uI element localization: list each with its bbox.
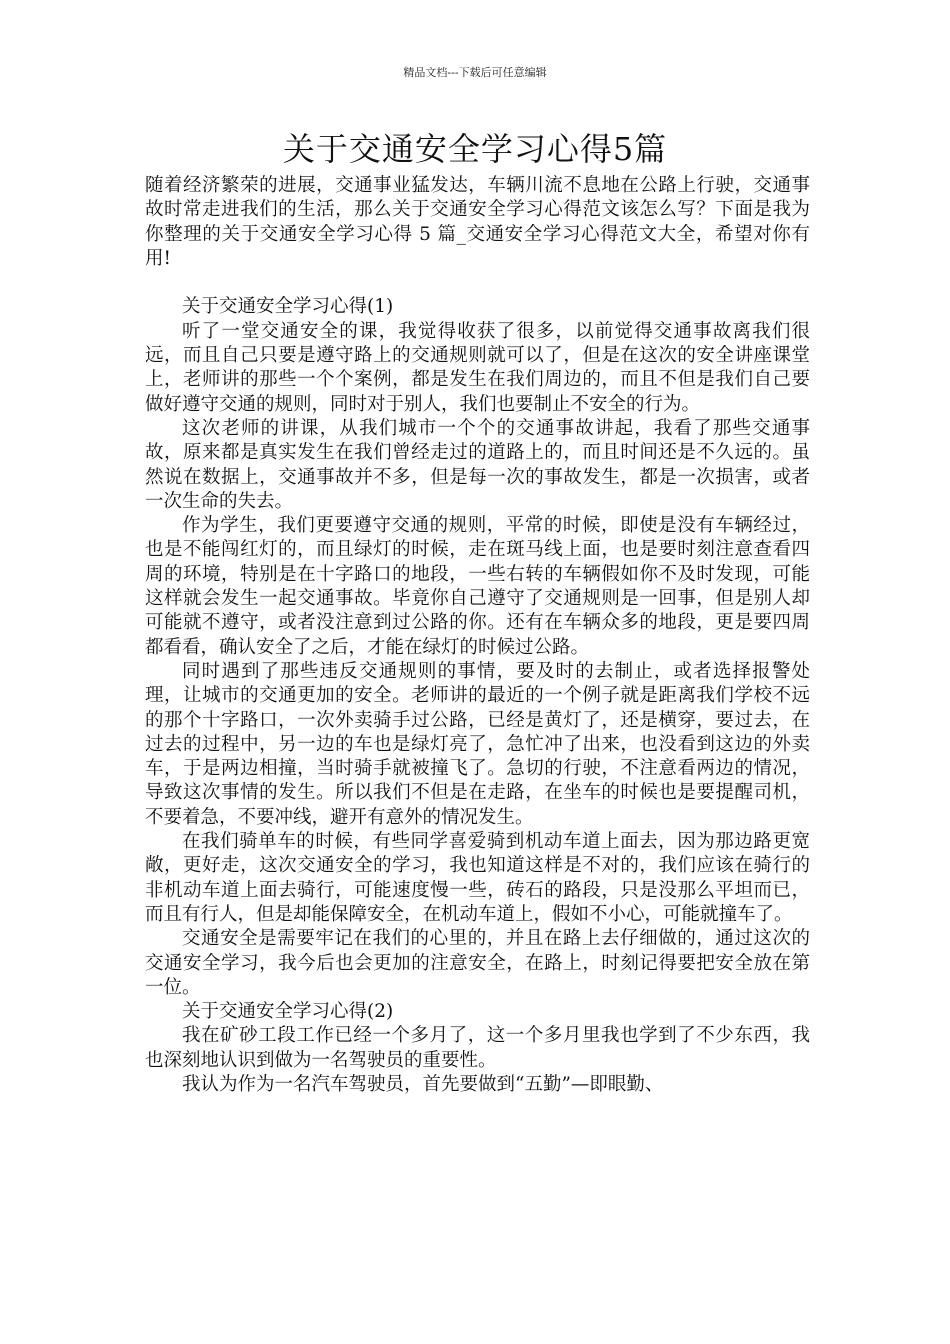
section1-paragraph: 听了一堂交通安全的课，我觉得收获了很多，以前觉得交通事故离我们很远，而且自己只要是遵守路上的交通规则就可以了，但是在这次的安全讲座课堂上，老师讲的那些一个个案例，都是发生在我们周边的，而且不但是我们自己要做好遵守交通的规则，同时对于别人，我们也要制止不安全的行为。	[145, 320, 810, 415]
section-heading-2: 关于交通安全学习心得(2)	[182, 1001, 394, 1023]
paragraph-gap	[145, 271, 810, 295]
section1-paragraph: 作为学生，我们更要遵守交通的规则，平常的时候，即使是没有车辆经过，也是不能闯红灯的，而且绿灯的时候，走在斑马线上面，也是要时刻注意查看四周的环境，特别是在十字路口的地段，一些右转的车辆假如你不及时发现，可能这样就会发生一起交通事故。毕竟你自己遵守了交通规则是一回事，但是别人却可能就不遵守，或者没注意到过公路的你。还有在车辆众多的地段，更是要四周都看看，确认安全了之后，才能在绿灯的时候过公路。	[145, 515, 810, 658]
section2-paragraph: 我认为作为一名汽车驾驶员，首先要做到“五勤”—即眼勤、	[182, 1073, 664, 1095]
section1-paragraph: 同时遇到了那些违反交通规则的事情，要及时的去制止，或者选择报警处理，让城市的交通更加的安全。老师讲的最近的一个例子就是距离我们学校不远的那个十字路口，一次外卖骑手过公路，已经是黄灯了，还是横穿，要过去，在过去的过程中，另一边的车也是绿灯亮了，急忙冲了出来，也没看到这边的外卖车，于是两边相撞，当时骑手就被撞飞了。急切的行驶，不注意看两边的情况，导致这次事情的发生。所以我们不但是在走路，在坐车的时候也是要提醒司机，不要着急，不要冲线，避开有意外的情况发生。	[145, 660, 810, 828]
section1-paragraph: 交通安全是需要牢记在我们的心里的，并且在路上去仔细做的，通过这次的交通安全学习，我今后也会更加的注意安全，在路上，时刻记得要把安全放在第一位。	[145, 928, 810, 998]
section2-paragraph: 我在矿砂工段工作已经一个多月了，这一个多月里我也学到了不少东西，我也深刻地认识到做为一名驾驶员的重要性。	[145, 1025, 810, 1071]
document-body	[145, 174, 810, 1097]
intro-paragraph: 随着经济繁荣的进展，交通事业猛发达，车辆川流不息地在公路上行驶，交通事故时常走进我们的生活，那么关于交通安全学习心得范文该怎么写？下面是我为你整理的关于交通安全学习心得 5 篇_交通安全学习心得范文大全，希望对你有用!	[145, 175, 810, 269]
section1-paragraph: 这次老师的讲课，从我们城市一个个的交通事故讲起，我看了那些交通事故，原来都是真实发生在我们曾经走过的道路上的，而且时间还是不久远的。虽然说在数据上，交通事故并不多，但是每一次的事故发生，都是一次损害，或者一次生命的失去。	[145, 417, 810, 512]
section-heading-1: 关于交通安全学习心得(1)	[182, 296, 394, 318]
header-note: 精品文档---下载后可任意编辑	[403, 66, 547, 79]
document-title: 关于交通安全学习心得5篇	[282, 130, 668, 168]
section1-paragraph: 在我们骑单车的时候，有些同学喜爱骑到机动车道上面去，因为那边路更宽敞，更好走，这次交通安全的学习，我也知道这样是不对的，我们应该在骑行的非机动车道上面去骑行，可能速度慢一些，砖石的路段，只是没那么平坦而已，而且有行人，但是却能保障安全，在机动车道上，假如不小心，可能就撞车了。	[145, 831, 810, 925]
